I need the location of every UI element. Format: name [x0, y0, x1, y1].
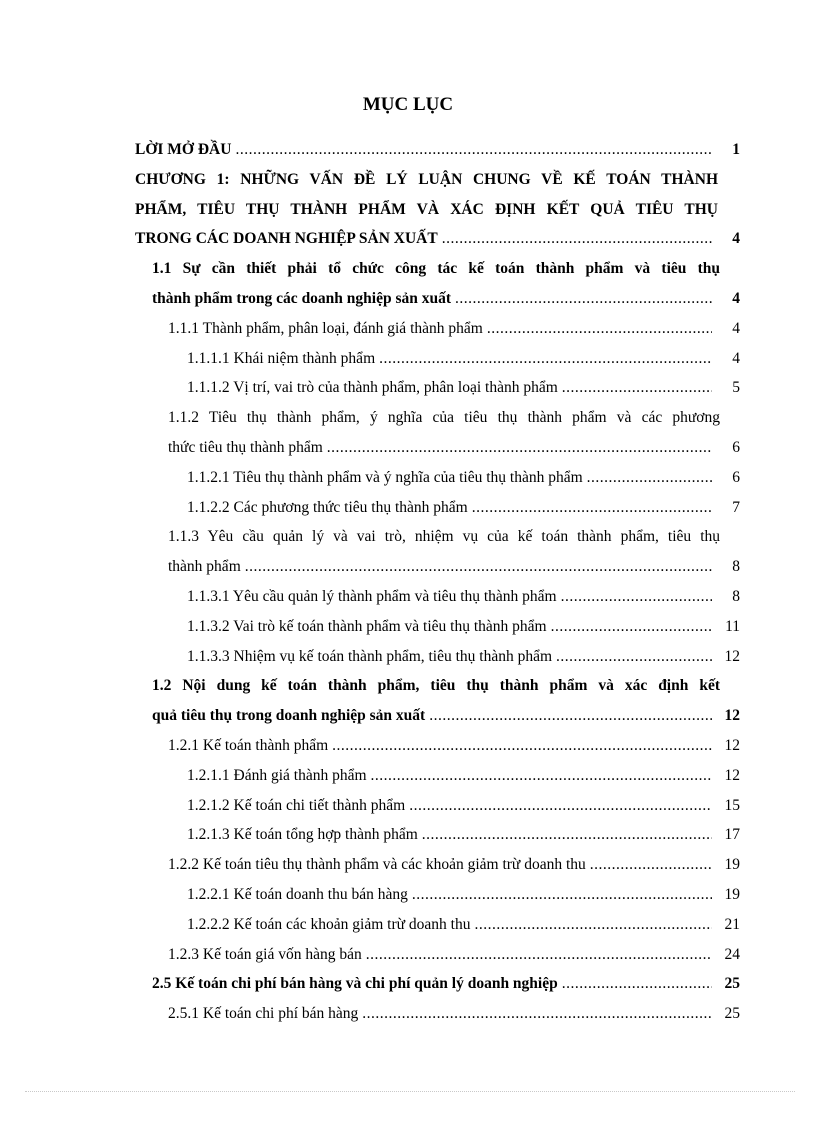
dot-leader [472, 493, 712, 523]
toc-page-number: 12 [724, 766, 740, 784]
dot-leader [561, 582, 712, 612]
toc-page-number: 6 [732, 439, 740, 456]
toc-entry [187, 880, 740, 910]
toc-page-number: 21 [724, 915, 740, 933]
dot-leader [409, 791, 712, 821]
toc-entry [187, 820, 740, 850]
toc-entry [187, 373, 740, 403]
toc-entry [168, 850, 740, 880]
footer-dotted-rule [25, 1091, 795, 1092]
toc-entry-text: thức tiêu thụ thành phẩm [168, 439, 323, 456]
toc-entry-text: 1.1.1 Thành phẩm, phân loại, đánh giá thành phẩm [168, 319, 483, 337]
toc-entry [168, 552, 740, 582]
dot-leader [332, 731, 712, 761]
dot-leader [371, 761, 712, 791]
dot-leader [379, 344, 712, 374]
toc-entry [187, 493, 740, 523]
toc-entry-text: quả tiêu thụ trong doanh nghiệp sản xuất [152, 707, 426, 725]
dot-leader [556, 642, 712, 672]
toc-entry [187, 791, 740, 821]
toc-entry-text: 1.1.2.1 Tiêu thụ thành phẩm và ý nghĩa của tiêu thụ thành phẩm [187, 468, 583, 486]
toc-entry [135, 165, 718, 195]
toc-entry [135, 135, 740, 165]
toc-entry-text: 2.5 Kế toán chi phí bán hàng và chi phí quản lý doanh nghiệp [152, 975, 558, 993]
toc-page-number: 25 [724, 975, 740, 993]
toc-page-number: 6 [732, 468, 740, 486]
toc-page-number: 24 [724, 945, 740, 963]
toc-page-number: 19 [724, 886, 740, 903]
toc-entry [187, 344, 740, 374]
toc-entry [168, 403, 720, 433]
toc-entry [187, 463, 740, 493]
toc-page-number: 12 [724, 707, 740, 725]
dot-leader [327, 433, 712, 463]
toc-entry-text: 1.1.1.1 Khái niệm thành phẩm [187, 349, 376, 367]
toc-entry-text: 1.2.1 Kế toán thành phẩm [168, 737, 329, 754]
toc-entry [168, 731, 740, 761]
toc-entry-text: 1.1.3 Yêu cầu quản lý và vai trò, nhiệm vụ của kế toán thành phẩm, tiêu thụ [168, 528, 720, 546]
toc-entry [187, 612, 740, 642]
toc-entry-text: 1.2.1.2 Kế toán chi tiết thành phẩm [187, 796, 406, 814]
dot-leader [362, 999, 712, 1029]
toc-entry-text: 1.2.1.3 Kế toán tổng hợp thành phẩm [187, 826, 418, 844]
dot-leader [474, 910, 712, 940]
toc-entry-text: 1.2.2.2 Kế toán các khoản giảm trừ doanh thu [187, 915, 471, 933]
toc-page-number: 12 [724, 737, 740, 754]
toc-entry [168, 314, 740, 344]
toc-entry-text: 1.1.1.2 Vị trí, vai trò của thành phẩm, phân loại thành phẩm [187, 379, 558, 397]
toc-entry-text: LỜI MỞ ĐẦU [135, 141, 232, 158]
toc-entry [135, 195, 718, 225]
toc-entry [187, 582, 740, 612]
toc-entry-text: 1.2.3 Kế toán giá vốn hàng bán [168, 945, 362, 963]
toc-page-number: 1 [732, 141, 740, 158]
toc-page-number: 4 [732, 319, 740, 337]
toc-entry [152, 671, 720, 701]
toc-page-number: 5 [732, 379, 740, 397]
toc-entry-text: 1.2 Nội dung kế toán thành phẩm, tiêu thụ thành phẩm và xác định kết [152, 677, 720, 695]
dot-leader [429, 701, 712, 731]
toc-entry-text: 1.2.2.1 Kế toán doanh thu bán hàng [187, 886, 408, 903]
dot-leader [455, 284, 712, 314]
toc-page-number: 17 [724, 826, 740, 844]
toc-page-number: 4 [732, 230, 740, 248]
toc-entry-text: TRONG CÁC DOANH NGHIỆP SẢN XUẤT [135, 230, 438, 248]
toc-page-number: 19 [724, 856, 740, 874]
toc-entry-text: 1.2.2 Kế toán tiêu thụ thành phẩm và các khoản giảm trừ doanh thu [168, 856, 586, 874]
toc-entry-text: 1.1.3.1 Yêu cầu quản lý thành phẩm và tiêu thụ thành phẩm [187, 588, 557, 605]
dot-leader [551, 612, 712, 642]
toc-page-number: 15 [724, 796, 740, 814]
dot-leader [235, 135, 712, 165]
toc-page-number: 12 [724, 647, 740, 665]
dot-leader [366, 940, 712, 970]
toc-entry-text: thành phẩm [168, 558, 241, 576]
dot-leader [590, 850, 712, 880]
toc-page-number: 8 [732, 558, 740, 576]
toc-entry-text: 2.5.1 Kế toán chi phí bán hàng [168, 1005, 359, 1023]
toc-entry-text: CHƯƠNG 1: NHỮNG VẤN ĐỀ LÝ LUẬN CHUNG VỀ KẾ TOÁN THÀNH [135, 170, 718, 188]
toc-page-number: 7 [732, 498, 740, 516]
dot-leader [412, 880, 712, 910]
toc-entry [168, 940, 740, 970]
dot-leader [487, 314, 712, 344]
toc-entry-text: 1.1.3.2 Vai trò kế toán thành phẩm và tiêu thụ thành phẩm [187, 617, 547, 635]
toc-entry [152, 254, 720, 284]
toc-page-number: 4 [732, 290, 740, 307]
toc-entry [187, 761, 740, 791]
dot-leader [245, 552, 712, 582]
dot-leader [442, 224, 712, 254]
toc-entry [152, 969, 740, 999]
toc-entry-text: 1.1.2 Tiêu thụ thành phẩm, ý nghĩa của tiêu thụ thành phẩm và các phương [168, 409, 720, 427]
dot-leader [587, 463, 712, 493]
dot-leader [562, 373, 712, 403]
toc-entry [152, 284, 740, 314]
toc-page-number: 8 [732, 588, 740, 605]
toc-entry-text: PHẨM, TIÊU THỤ THÀNH PHẨM VÀ XÁC ĐỊNH KẾT QUẢ TIÊU THỤ [135, 200, 718, 218]
toc-page-number: 11 [725, 617, 740, 635]
toc-title: MỤC LỤC [362, 94, 454, 115]
toc-entry-text: 1.1 Sự cần thiết phải tổ chức công tác kế toán thành phẩm và tiêu thụ [152, 260, 720, 278]
toc-entry [135, 224, 740, 254]
toc-entry [187, 910, 740, 940]
dot-leader [422, 820, 712, 850]
toc-entry-text: 1.1.3.3 Nhiệm vụ kế toán thành phẩm, tiêu thụ thành phẩm [187, 647, 553, 665]
toc-entry-text: 1.1.2.2 Các phương thức tiêu thụ thành phẩm [187, 498, 468, 516]
toc-entry-text: 1.2.1.1 Đánh giá thành phẩm [187, 766, 367, 784]
toc-entry [152, 701, 740, 731]
toc-entry [168, 433, 740, 463]
toc-page-number: 25 [724, 1005, 740, 1023]
dot-leader [562, 969, 712, 999]
toc-entry [187, 642, 740, 672]
toc-page-number: 4 [732, 349, 740, 367]
toc-entry-text: thành phẩm trong các doanh nghiệp sản xuất [152, 290, 452, 307]
toc-entry [168, 522, 720, 552]
toc-entry [168, 999, 740, 1029]
